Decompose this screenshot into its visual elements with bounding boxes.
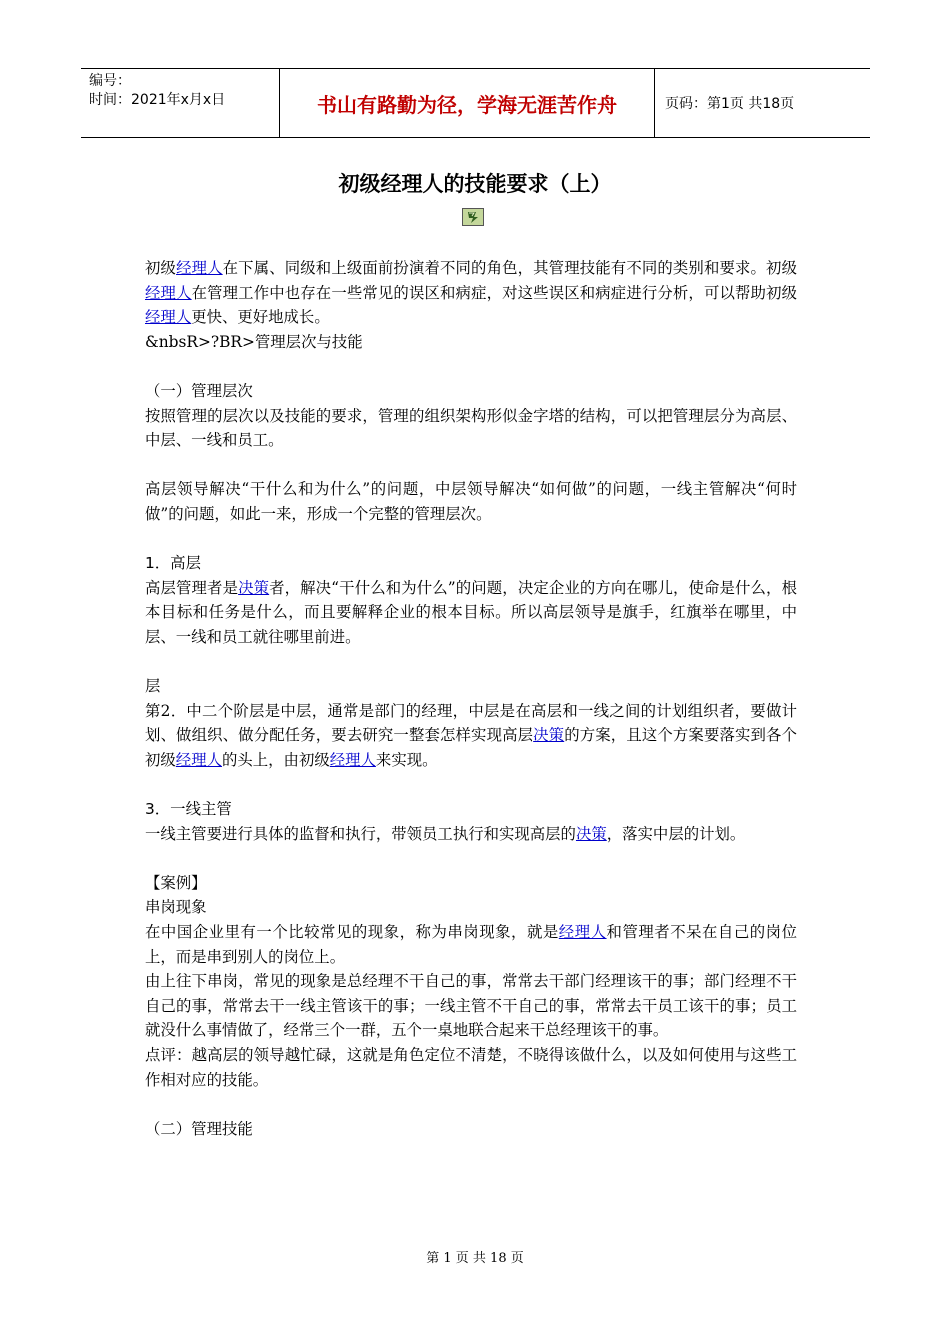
paragraph: 由上往下串岗，常见的现象是总经理不干自己的事，常常去干部门经理该干的事；部门经理不干自己的事，常常去干一线主管该干的事；一线主管不干自己的事，常常去干员工该干的事；员工就没什么事情做了，经常三个一群，五个一桌地联合起来干总经理该干的事。 — [145, 972, 797, 1040]
link-decision[interactable]: 决策 — [238, 578, 270, 597]
page-info: 页码：第1页 共18页 — [665, 96, 795, 112]
header-table — [81, 68, 870, 138]
link-manager[interactable]: 经理人 — [145, 308, 192, 327]
link-manager[interactable]: 经理人 — [329, 750, 376, 769]
blank-line — [145, 650, 797, 675]
link-manager[interactable]: 经理人 — [558, 923, 607, 942]
blank-line — [145, 846, 797, 871]
paragraph: 初级经理人在下属、同级和上级面前扮演着不同的角色，其管理技能有不同的类别和要求。初级经理人在管理工作中也存在一些常见的误区和病症，对这些误区和病症进行分析，可以帮助初级经理人更快、更好地成长。 — [145, 259, 797, 327]
paragraph: 层 — [145, 677, 161, 696]
subheading: 1．高层 — [145, 554, 201, 573]
blank-line — [145, 1092, 797, 1117]
page-footer: 第 1 页 共 18 页 — [426, 1251, 524, 1266]
code-label: 编号： — [89, 73, 131, 89]
blank-line — [145, 527, 797, 552]
link-decision[interactable]: 决策 — [533, 726, 565, 745]
blank-line — [145, 453, 797, 478]
paragraph: 高层领导解决“干什么和为什么”的问题，中层领导解决“如何做”的问题，一线主管解决“何时做”的问题，如此一来，形成一个完整的管理层次。 — [145, 480, 797, 523]
paragraph: 第2．中二个阶层是中层，通常是部门的经理，中层是在高层和一线之间的计划组织者，要做计划、做组织、做分配任务，要去研究一整套怎样实现高层决策的方案，且这个方案要落实到各个初级经理人的头上，由初级经理人来实现。 — [145, 701, 797, 769]
paragraph: 在中国企业里有一个比较常见的现象，称为串岗现象，就是经理人和管理者不呆在自己的岗位上，而是串到别人的岗位上。 — [145, 923, 797, 966]
paragraph: &nbsR>?BR>管理层次与技能 — [145, 332, 363, 351]
article-body — [145, 256, 797, 1141]
subheading: 3．一线主管 — [145, 800, 232, 819]
paragraph: 一线主管要进行具体的监督和执行，带领员工执行和实现高层的决策，落实中层的计划。 — [145, 824, 746, 843]
paragraph: 串岗现象 — [145, 898, 207, 917]
document-icon[interactable] — [462, 208, 484, 226]
case-heading: 【案例】 — [145, 873, 207, 892]
link-manager[interactable]: 经理人 — [145, 283, 192, 302]
section-heading: （一）管理层次 — [145, 381, 253, 400]
time-label: 时间：2021年x月x日 — [89, 92, 226, 108]
paragraph: 高层管理者是决策者，解决“干什么和为什么”的问题，决定企业的方向在哪儿，使命是什么，根本目标和任务是什么，而且要解释企业的根本目标。所以高层领导是旗手，红旗举在哪里，中层、一线和员工就往哪里前进。 — [145, 578, 797, 646]
blank-line — [145, 772, 797, 797]
header-meta-cell — [81, 69, 280, 137]
section-heading: （二）管理技能 — [145, 1119, 253, 1138]
paragraph: 点评：越高层的领导越忙碌，这就是角色定位不清楚，不晓得该做什么，以及如何使用与这些工作相对应的技能。 — [145, 1046, 797, 1089]
link-decision[interactable]: 决策 — [575, 824, 607, 843]
paragraph: 按照管理的层次以及技能的要求，管理的组织架构形似金字塔的结构，可以把管理层分为高层、中层、一线和员工。 — [145, 406, 797, 450]
blank-line — [145, 354, 797, 379]
link-manager[interactable]: 经理人 — [175, 750, 222, 769]
link-manager[interactable]: 经理人 — [176, 259, 223, 277]
page-title: 初级经理人的技能要求（上） — [338, 172, 612, 196]
motto: 书山有路勤为径，学海无涯苦作舟 — [280, 69, 655, 137]
